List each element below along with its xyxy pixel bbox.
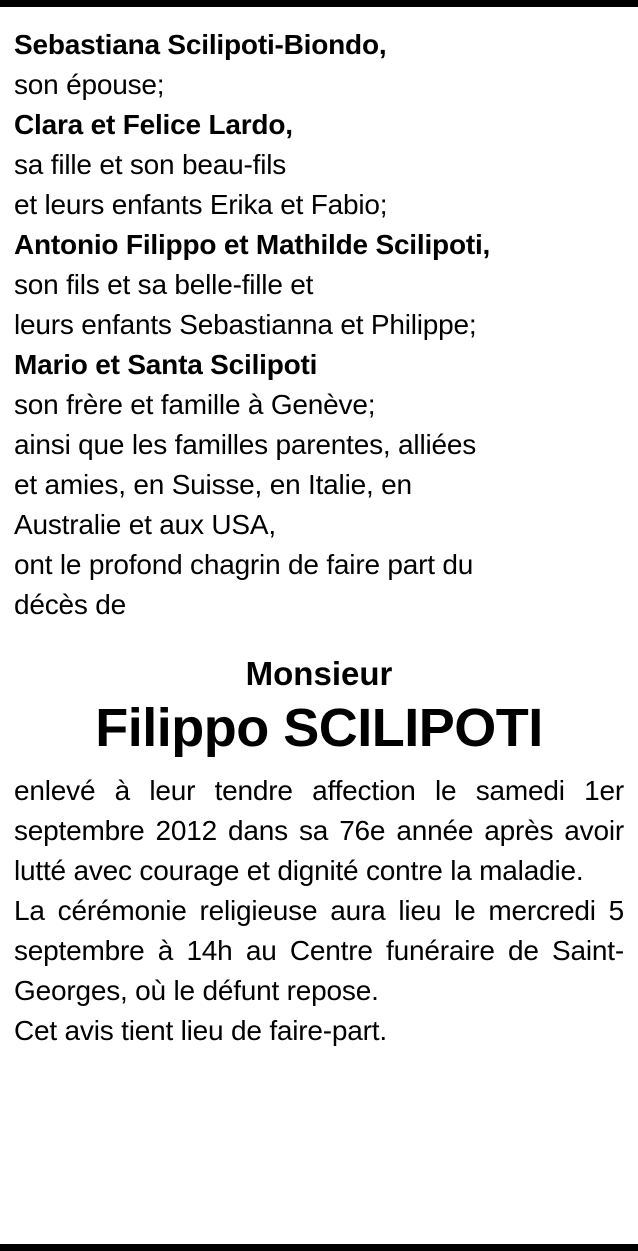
family-line: Antonio Filippo et Mathilde Scilipoti, [14,229,491,260]
family-line: ont le profond chagrin de faire part du [14,549,474,580]
family-line: Mario et Santa Scilipoti [14,349,318,380]
family-line: Clara et Felice Lardo, [14,109,293,140]
family-line: ainsi que les familles parentes, alliées [14,429,477,460]
notice-paragraph: La cérémonie religieuse aura lieu le mercredi 5 septembre à 14h au Centre funéraire de Saint-Georges, où le défunt repose. [14,895,624,1006]
notice-body [14,771,624,1051]
family-line: son fils et sa belle-fille et [14,269,314,300]
notice-paragraph: Cet avis tient lieu de faire-part. [14,1015,387,1046]
honorific-title: Monsieur [245,655,393,692]
family-line: son frère et famille à Genève; [14,389,376,420]
family-list [14,25,624,625]
family-line: décès de [14,589,127,620]
family-line: Sebastiana Scilipoti-Biondo, [14,29,387,60]
family-line: et amies, en Suisse, en Italie, en [14,469,412,500]
deceased-block [14,653,624,759]
family-line: et leurs enfants Erika et Fabio; [14,189,388,220]
family-line: son épouse; [14,69,165,100]
family-line: sa fille et son beau-fils [14,149,287,180]
deceased-name: Filippo SCILIPOTI [95,698,543,758]
family-line: leurs enfants Sebastianna et Philippe; [14,309,477,340]
family-line: Australie et aux USA, [14,509,276,540]
notice-paragraph: enlevé à leur tendre affection le samedi 1er septembre 2012 dans sa 76e année après avoir lutté avec courage et dignité contre la maladie. [14,775,624,886]
